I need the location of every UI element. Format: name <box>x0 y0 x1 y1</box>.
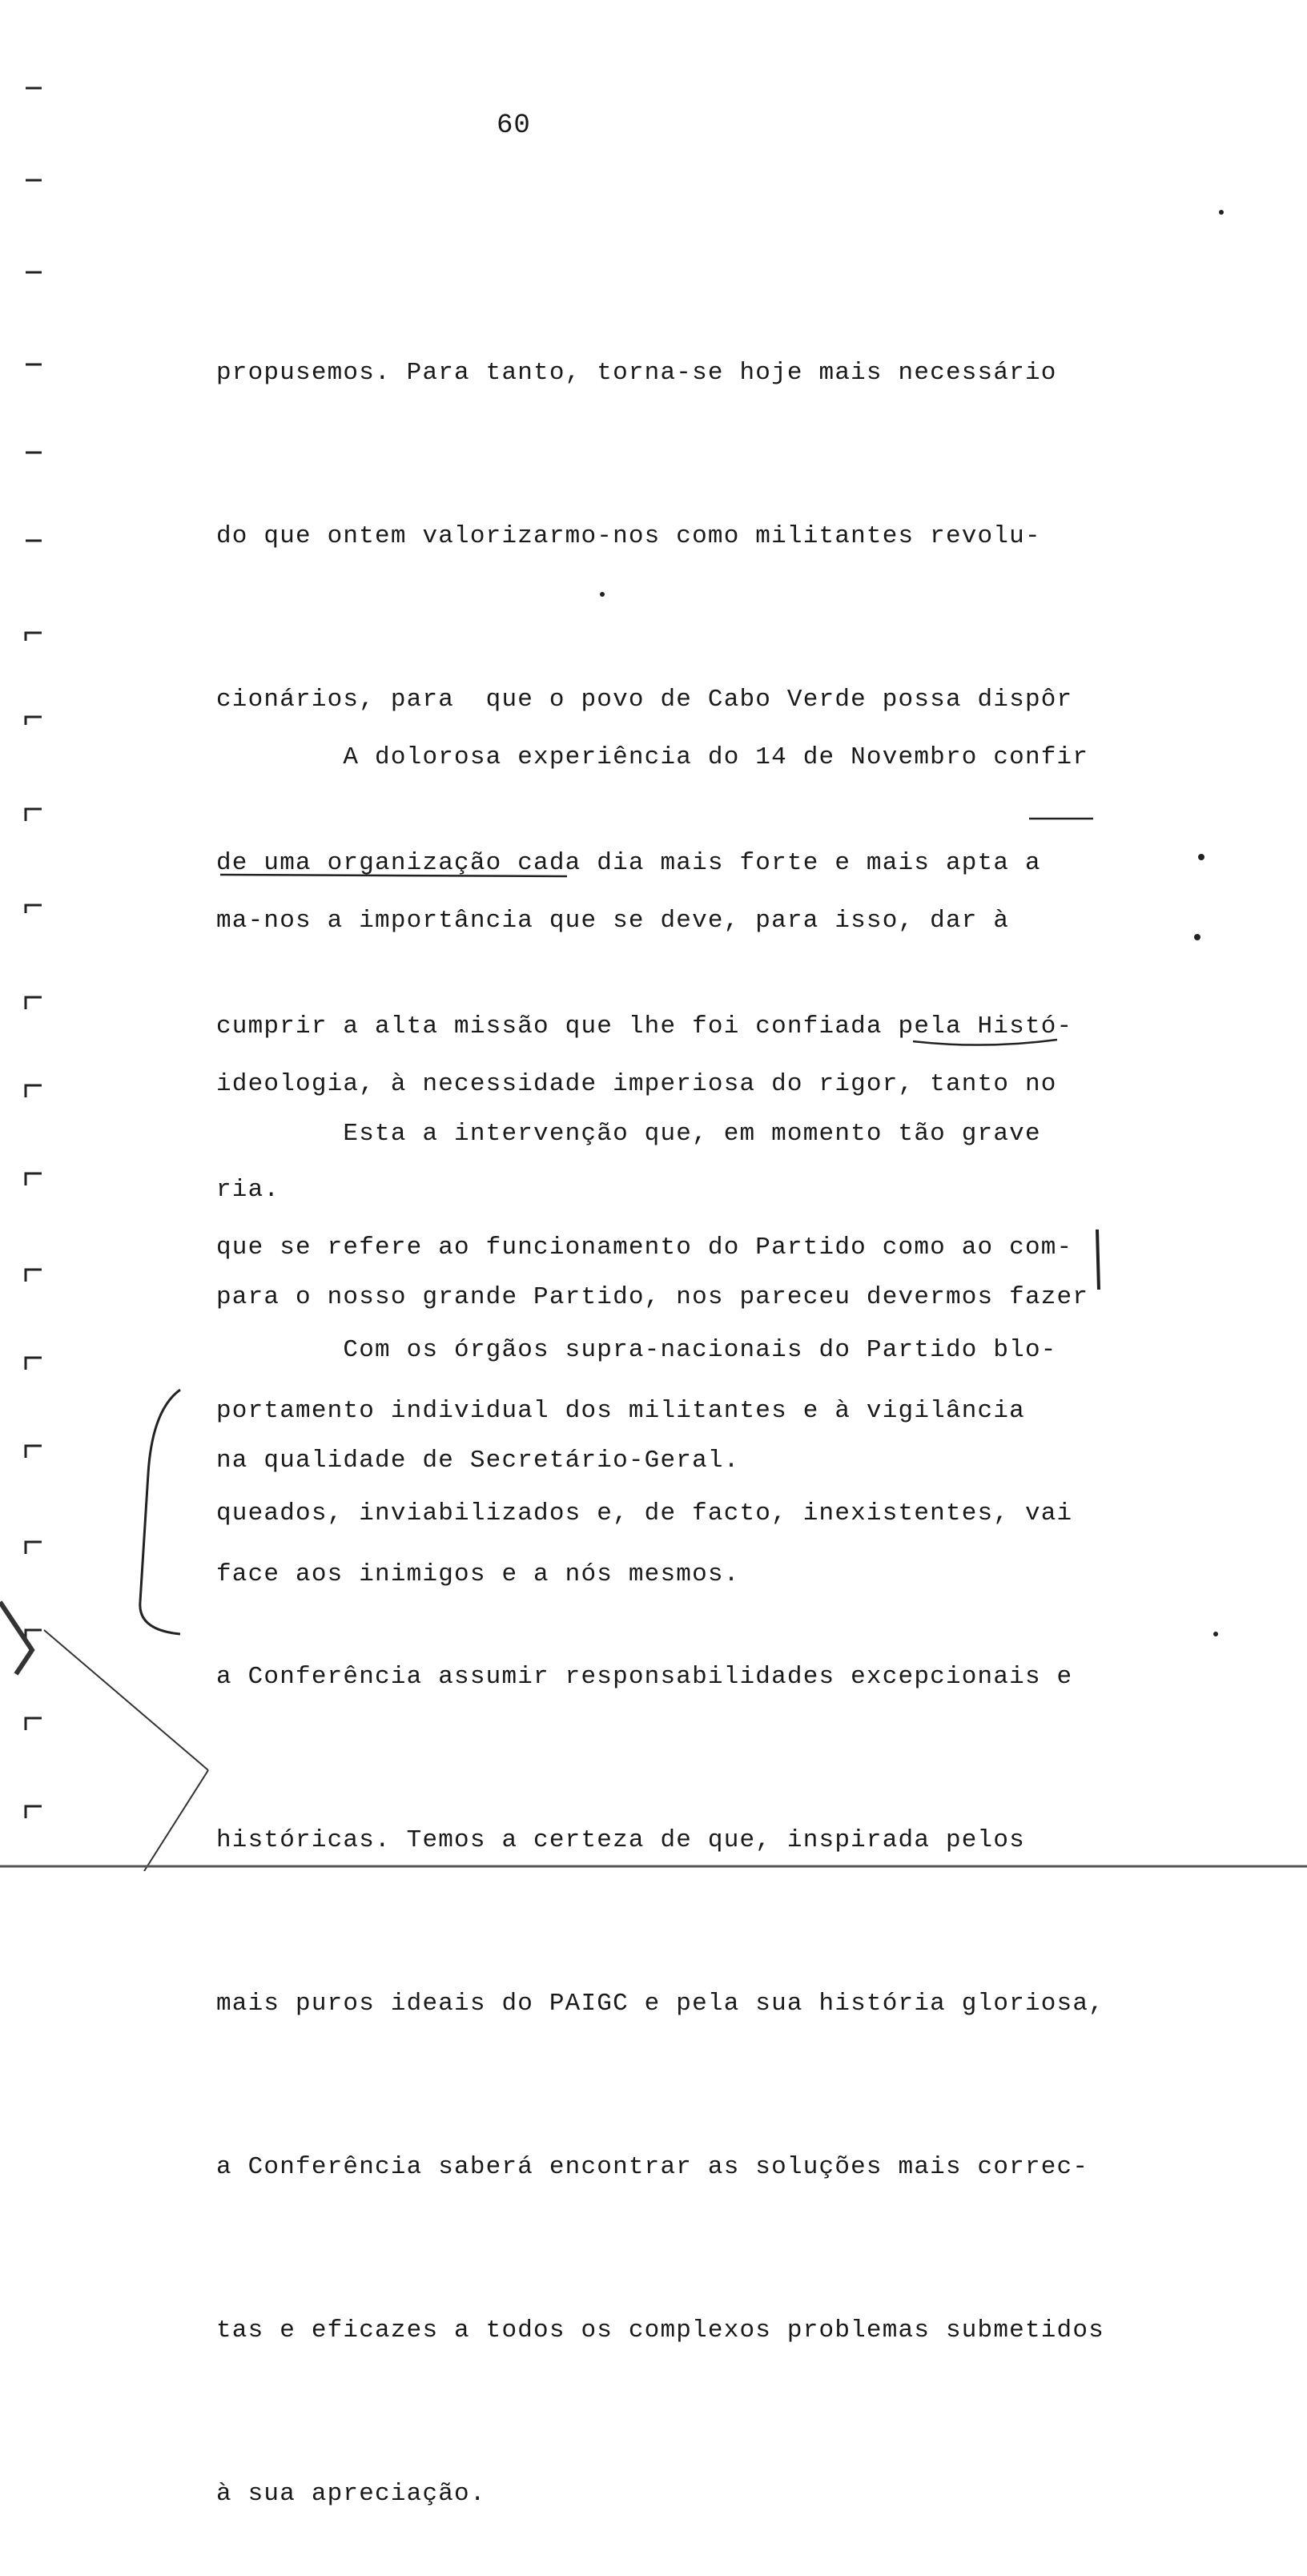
text-line: cumprir a alta missão que lhe foi confiada pela Histó- <box>216 1012 1073 1040</box>
text-line: que se refere ao funcionamento do Partido como ao com- <box>216 1234 1073 1262</box>
text-line: mais puros ideais do PAIGC e pela sua história gloriosa, <box>216 1990 1104 2018</box>
text-line: ideologia, à necessidade imperiosa do rigor, tanto no <box>216 1070 1057 1098</box>
underline-tao-grave <box>913 1040 1057 1045</box>
text-line: Esta a intervenção que, em momento tão grave <box>216 1120 1041 1148</box>
text-line: a Conferência saberá encontrar as soluções mais correc- <box>216 2153 1089 2181</box>
text-line: à sua apreciação. <box>216 2480 486 2508</box>
underline-portamento-individual <box>220 875 567 876</box>
text-line: a Conferência assumir responsabilidades excepcionais e <box>216 1663 1073 1691</box>
text-line: propusemos. Para tanto, torna-se hoje mais necessário <box>216 359 1057 387</box>
text-line: ma-nos a importância que se deve, para isso, dar à <box>216 907 1010 935</box>
text-line: de uma organização cada dia mais forte e mais apta a <box>216 849 1041 877</box>
text-line: face aos inimigos e a nós mesmos. <box>216 1560 740 1588</box>
text-line: ria. <box>216 1176 280 1204</box>
text-line: cionários, para que o povo de Cabo Verde possa dispôr <box>216 686 1073 714</box>
text-line: do que ontem valorizarmo-nos como militantes revolu- <box>216 522 1041 550</box>
page-number: 60 <box>497 111 531 141</box>
text-line: queados, inviabilizados e, de facto, inexistentes, vai <box>216 1499 1073 1527</box>
text-line: para o nosso grande Partido, nos pareceu devermos fazer <box>216 1283 1089 1311</box>
text-line: portamento individual dos militantes e à vigilância <box>216 1397 1025 1425</box>
text-line: históricas. Temos a certeza de que, inspirada pelos <box>216 1826 1025 1854</box>
text-line: na qualidade de Secretário-Geral. <box>216 1447 740 1475</box>
text-line: A dolorosa experiência do 14 de Novembro confir <box>216 743 1089 771</box>
text-line: tas e eficazes a todos os complexos problemas submetidos <box>216 2316 1104 2345</box>
text-line: Com os órgãos supra-nacionais do Partido blo- <box>216 1336 1057 1364</box>
